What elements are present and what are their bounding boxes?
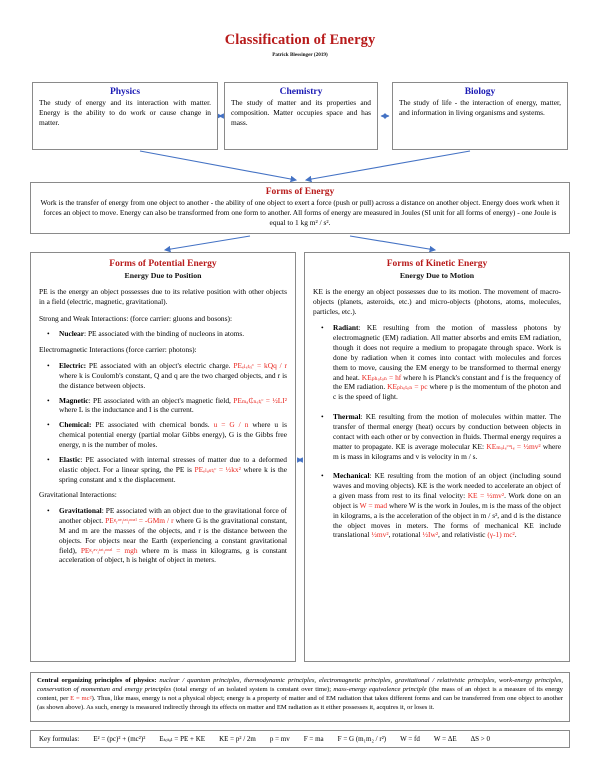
potential-energy-panel bbox=[30, 252, 296, 662]
term-chemical: Chemical: bbox=[59, 420, 92, 430]
list-item bbox=[59, 506, 287, 565]
key-formula-item: E² = (pc)² + (mc²)² bbox=[93, 735, 146, 743]
forms-of-energy-box bbox=[30, 182, 570, 234]
formula: KE = ½mv² bbox=[467, 491, 505, 501]
text6: . bbox=[514, 530, 517, 540]
text2: . Work done on an object is bbox=[333, 491, 562, 510]
term-gravitational: Gravitational bbox=[59, 506, 102, 516]
kinetic-intro: KE is the energy an object possesses due to its motion. The movement of macro-objects (planets, asteroids, etc.) and micro-objects (photons, atoms, molecules, particles, etc.). bbox=[313, 286, 561, 316]
formula5: (γ-1) mc² bbox=[487, 530, 515, 540]
forms-of-energy-body: Work is the transfer of energy from one object to another - the ability of one object to exert a force (push or pull) across a distance on another object. Energy does work when it forces an object to move. Energy can also be transformed from one form to another. All forms of energy are measured in Joules (SI unit for all forms of energy) - one Joule is equal to 1 kg m² / s². bbox=[40, 198, 560, 228]
formula2: KEₚₕₒₜₒₙ = pc bbox=[387, 382, 428, 392]
term-radiant: Radiant bbox=[333, 323, 359, 333]
potential-subheading: Energy Due to Position bbox=[124, 270, 202, 280]
discipline-box-physics bbox=[32, 82, 218, 150]
term-elastic: Elastic bbox=[59, 454, 81, 464]
key-formula-item: F = ma bbox=[303, 735, 324, 743]
list-item bbox=[59, 455, 287, 485]
principles-mid1: (total energy of an isolated system is constant over time); bbox=[171, 685, 332, 693]
list-item bbox=[59, 420, 287, 450]
text: : PE associated with an object due to the gravitational force of another object. bbox=[59, 506, 287, 526]
term-mechanical: Mechanical bbox=[333, 471, 370, 481]
formula4: ½Iw² bbox=[422, 530, 439, 540]
formula: PEᵍᵣᵃᵛᵢᵗᵃᵗᵢᵒᵒᵃˡ = -GMm / r bbox=[105, 516, 174, 526]
principles-tail: ). Thus, like mass, energy is not a physical object; energy is a property of matter and of EM radiation that takes different forms and can be transferred from one object to another (as shown above). As such, energy is measured indirectly through its effects on matter and EM radiation as it either possesses it, acquires it, or loses it. bbox=[37, 694, 564, 711]
discipline-body-chemistry: The study of matter and its properties and composition. Matter occupies space and has mass. bbox=[231, 98, 371, 127]
formula: u = G / n bbox=[213, 420, 249, 430]
term-electric: Electric: bbox=[59, 361, 87, 371]
formula2: PEᵍᵣᵃᵛᵢᵗᵃᵗᵢᵒᵒᵃˡ = mgh bbox=[80, 545, 138, 555]
potential-section1-label: Strong and Weak Interactions: (force carrier: gluons and bosons): bbox=[39, 313, 233, 323]
key-formula-item: Eₜₒₜₐₗ = PE + KE bbox=[159, 735, 206, 743]
formula3: ½mv² bbox=[371, 530, 389, 540]
text2: where k is the spring constant and x the displacement. bbox=[59, 464, 287, 484]
potential-section3-label: Gravitational Interactions: bbox=[39, 490, 117, 500]
key-formulas-label: Key formulas: bbox=[39, 735, 80, 743]
key-formula-item: W = fd bbox=[400, 735, 420, 743]
key-formulas-row bbox=[31, 731, 569, 747]
principles-mid2: (the mass of an object is a measure of its energy content, per bbox=[37, 685, 563, 702]
forms-of-energy-heading: Forms of Energy bbox=[265, 187, 335, 197]
formula: KEₘₒₗₑᶜᵘₗₑ = ½mv² bbox=[486, 441, 541, 451]
text2: where L is the inductance and I is the current. bbox=[59, 405, 194, 415]
author-byline: Patrick Blessinger (2019) bbox=[272, 52, 328, 58]
kinetic-list bbox=[313, 323, 561, 540]
list-item bbox=[333, 471, 561, 540]
text2: where u is chemical potential energy (partial molar Gibbs energy), G is the Gibbs free energy, n is the number of moles. bbox=[59, 420, 287, 449]
text: PE associated with chemical bonds. bbox=[91, 420, 210, 430]
discipline-title-biology: Biology bbox=[464, 87, 496, 97]
list-item bbox=[333, 323, 561, 402]
term-nuclear: Nuclear bbox=[59, 329, 85, 339]
list-item bbox=[59, 361, 287, 391]
text: : KE resulting from the motion of an object (including sound waves and moving objects). KE is the work needed to accelerate an object of a given mass from rest to its final velocity: bbox=[333, 471, 561, 501]
text3: where W is the work in Joules, m is the mass of the object in kilograms, a is the acceleration of the object in m / s², and d is the distance the object moves in meters. The forms of mechanical KE include translational bbox=[333, 500, 561, 540]
kinetic-subheading: Energy Due to Motion bbox=[399, 270, 475, 280]
text3: where m is mass in kilograms, g is constant acceleration of object, h is height of object in meters. bbox=[59, 545, 287, 565]
key-formula-item: F = G (m₁m₂ / r²) bbox=[337, 735, 387, 743]
text: : PE associated with internal stresses of matter due to a deformed elastic object. For a linear spring, the PE is bbox=[59, 454, 287, 474]
potential-heading: Forms of Potential Energy bbox=[109, 259, 217, 269]
principles-text bbox=[37, 677, 563, 713]
discipline-title-physics: Physics bbox=[109, 87, 141, 97]
formula: KEₚₕₒₜₒₙ = hf bbox=[361, 372, 402, 382]
text3: where p is the momentum of the photon and c is the speed of light. bbox=[333, 382, 561, 402]
formula2: W = mad bbox=[359, 500, 388, 510]
discipline-body-biology: The study of life - the interaction of energy, matter, and information in living organisms and systems. bbox=[399, 98, 561, 117]
discipline-title-chemistry: Chemistry bbox=[279, 87, 323, 97]
text: : KE resulting from the motion of massless photons by electromagnetic (EM) radiation. All matter absorbs and emits EM radiation, though it does not require a medium to propagate through space. Work is done by radiation when it comes into contact with molecules and forces them to move, causing the EM energy to be transformed to thermal energy and heat. bbox=[333, 323, 561, 382]
text4: , rotational bbox=[388, 530, 421, 540]
principles-italic2: mass-energy equivalence principle bbox=[331, 685, 427, 693]
key-formulas-box bbox=[30, 730, 570, 748]
text2: where h is Planck's constant and f is the frequency of the EM radiation. bbox=[333, 372, 562, 392]
key-formula-item: ΔS > 0 bbox=[470, 735, 490, 743]
central-principles-box bbox=[30, 672, 570, 722]
discipline-body-physics: The study of energy and its interaction with matter. Energy is the ability to do work or cause change in matter. bbox=[39, 98, 211, 127]
text: : PE associated with an object's magnetic field, bbox=[88, 395, 231, 405]
kinetic-energy-panel bbox=[304, 252, 570, 662]
text: : PE associated with the binding of nucleons in atoms. bbox=[84, 329, 245, 339]
discipline-box-biology bbox=[392, 82, 568, 150]
text: : KE resulting from the motion of molecules within matter. The transfer of thermal energy (heat) occurs by conduction between objects in contact with each other or by convection in fluids. Thermal energy requires a matter to propagate. KE is average molecular KE: bbox=[333, 412, 561, 451]
text: PE associated with an object's electric charge. bbox=[86, 361, 231, 371]
discipline-box-chemistry bbox=[224, 82, 378, 150]
principles-lead: Central organizing principles of physics: bbox=[37, 677, 157, 684]
principles-italic1: nuclear / quantum principles, thermodynamic principles, electromagnetic principles, gravitational / relativistic principles, work-energy principles, conservation of momentum and energy principles bbox=[37, 677, 563, 693]
text2: where G is the gravitational constant, M and m are the masses of the objects, and r is the distance between the objects. For objects near the Earth (experiencing a constant gravitational field), bbox=[59, 516, 287, 555]
principles-formula: E = mc² bbox=[70, 694, 92, 702]
term-magnetic: Magnetic bbox=[59, 395, 89, 405]
formula: PEₑₗₐₛₜᵢᶜ = ½kx² bbox=[194, 464, 241, 474]
list-item bbox=[59, 329, 287, 339]
text2: where m is mass in kilograms and v is velocity in m / s. bbox=[333, 441, 561, 461]
formula: PEₘₐ₵ₙₑₜᵢᶜ = ½LI² bbox=[233, 395, 287, 405]
term-thermal: Thermal bbox=[333, 412, 361, 422]
kinetic-heading: Forms of Kinetic Energy bbox=[386, 259, 488, 269]
list-item bbox=[333, 412, 561, 461]
text5: , and relativistic bbox=[438, 530, 486, 540]
formula: PEₑₗₑₜᵣᵢᶜ = kQq / r bbox=[233, 361, 287, 371]
key-formula-item: p = mv bbox=[269, 735, 290, 743]
key-formula-item: W = ΔE bbox=[433, 735, 457, 743]
potential-section3-list bbox=[39, 506, 287, 565]
potential-section2-list bbox=[39, 361, 287, 484]
key-formula-item: KE = p² / 2m bbox=[219, 735, 256, 743]
text2: where k is Coulomb's constant, Q and q are the two charged objects, and r is the distance between objects. bbox=[59, 370, 287, 390]
potential-section1-list bbox=[39, 329, 287, 339]
page-title: Classification of Energy bbox=[224, 32, 376, 48]
potential-section2-label: Electromagnetic Interactions (force carrier: photons): bbox=[39, 345, 197, 355]
potential-intro: PE is the energy an object possesses due to its relative position with other objects in a field (electric, magnetic, gravitational). bbox=[39, 286, 287, 306]
list-item bbox=[59, 396, 287, 416]
